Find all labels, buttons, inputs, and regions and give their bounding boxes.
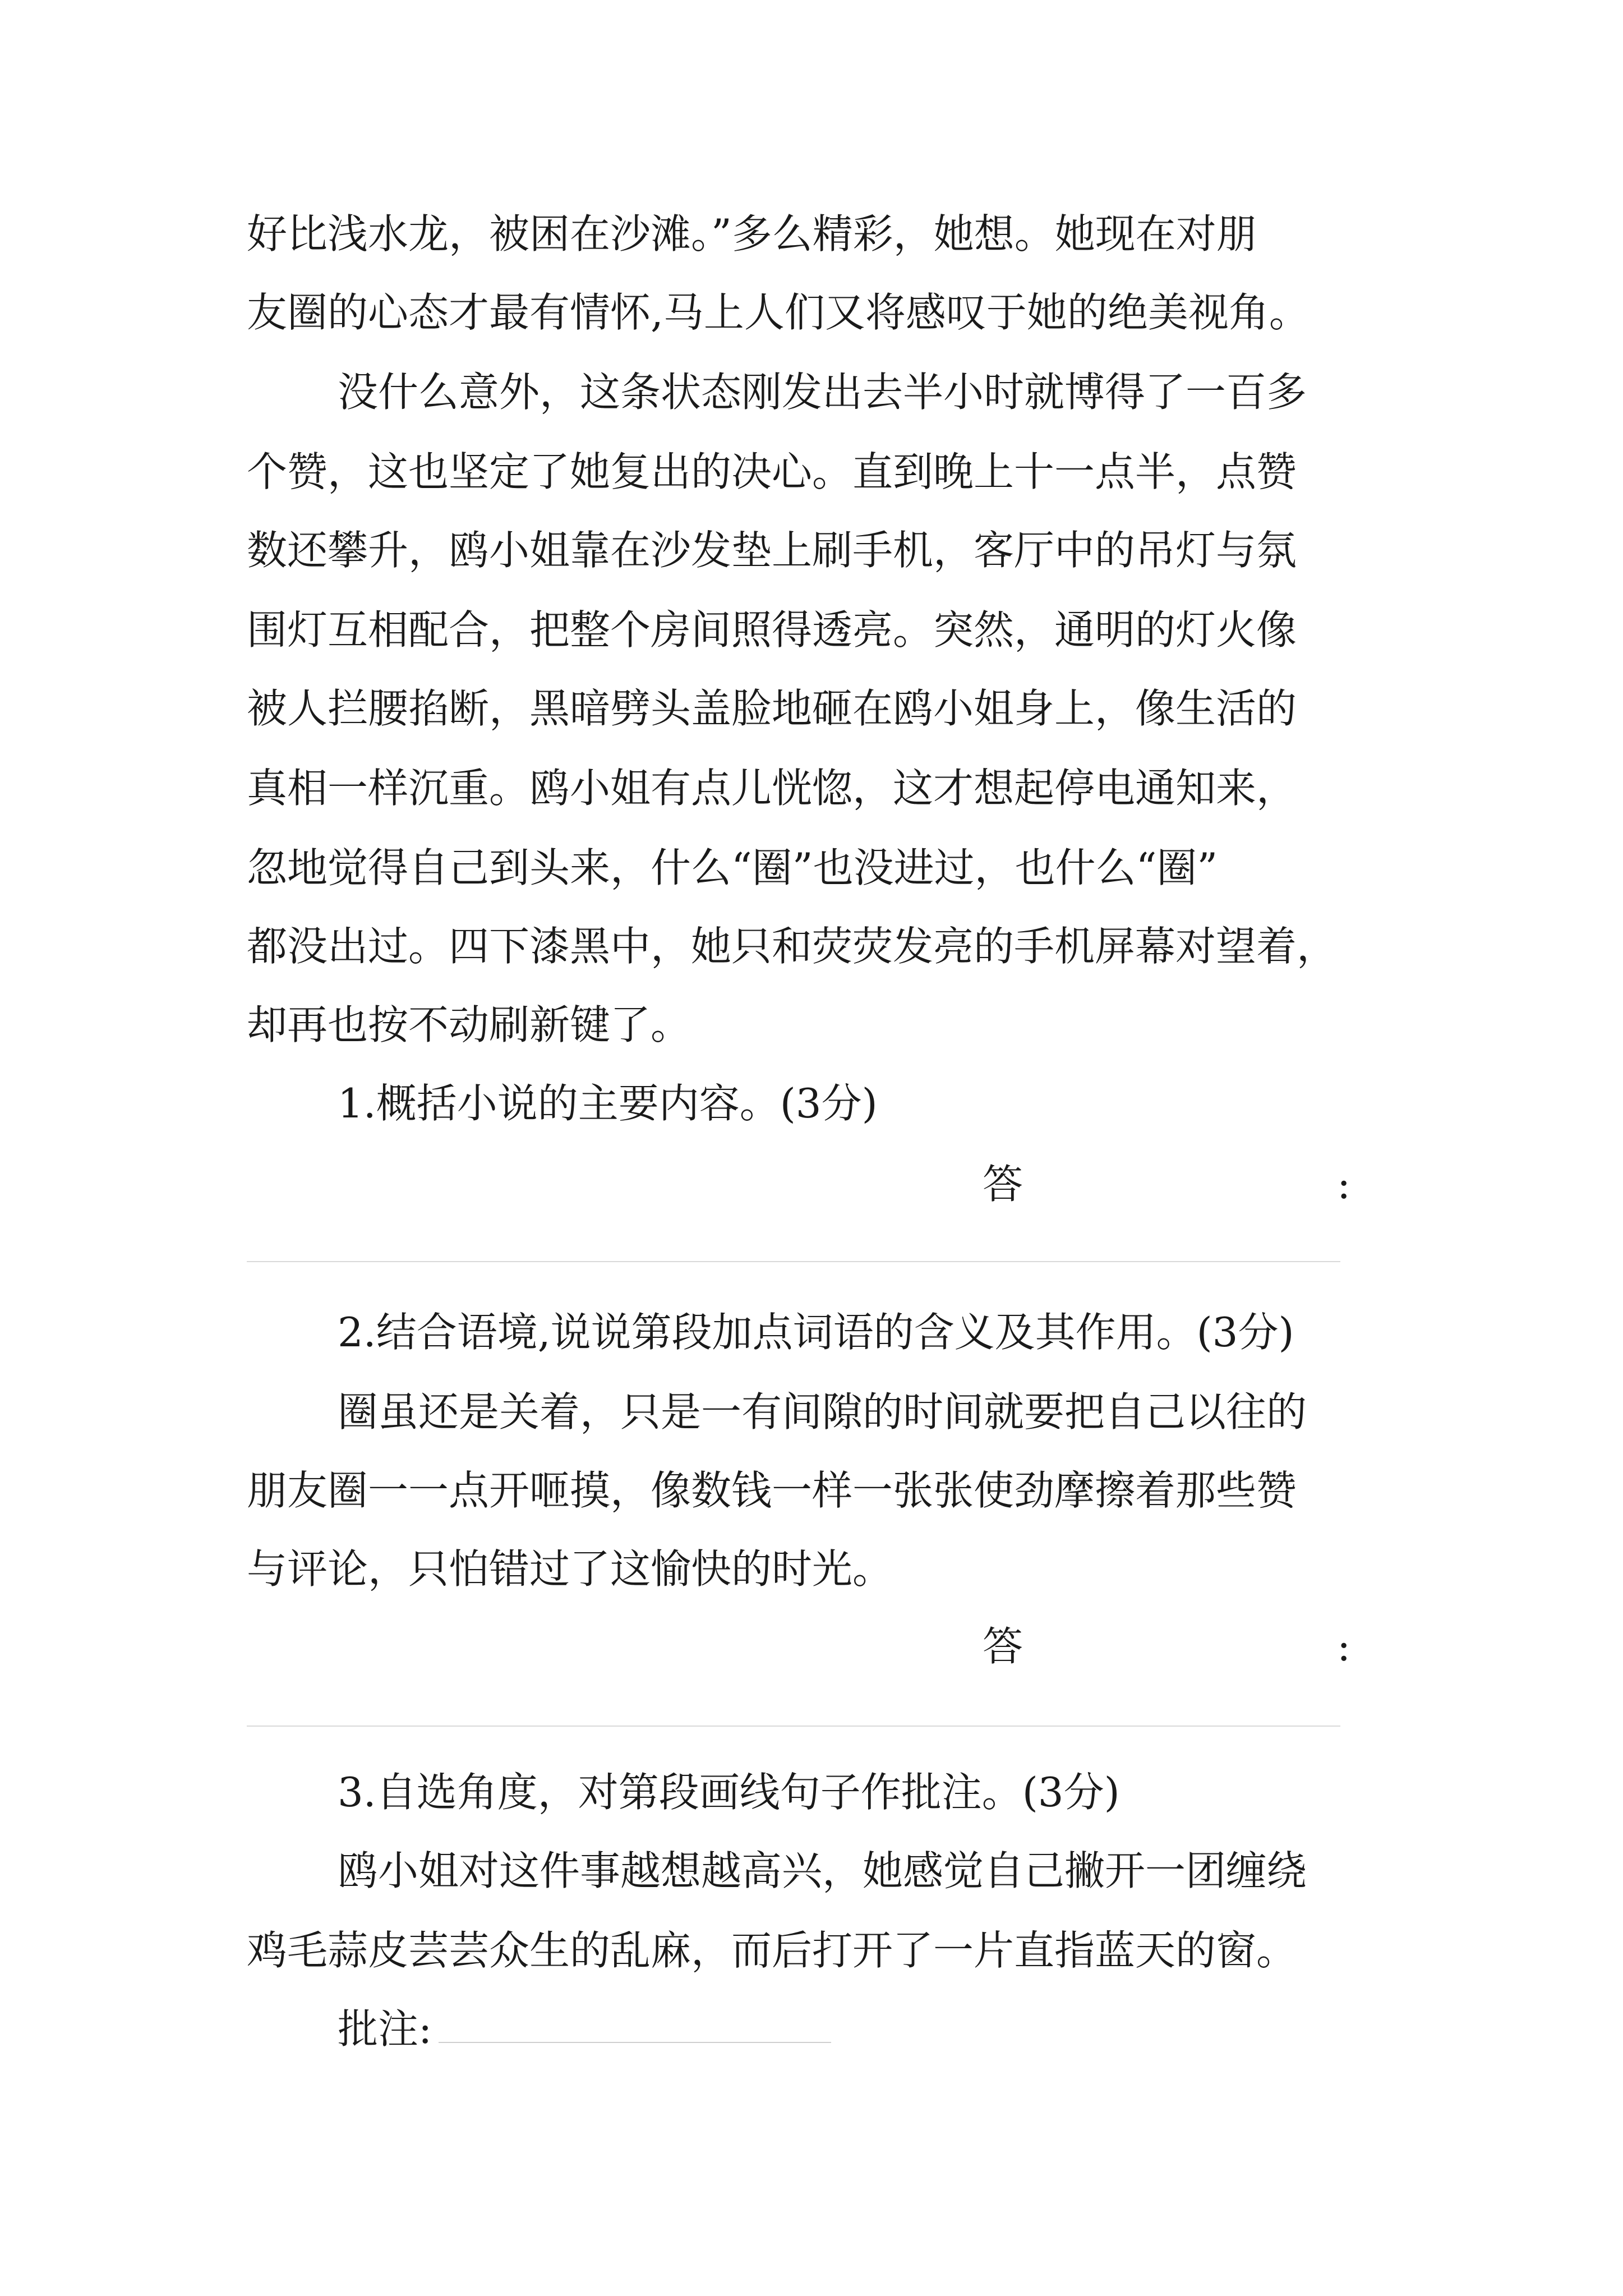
question-3-excerpt-line-2: 鸡毛蒜皮芸芸众生的乱麻，而后打开了一片直指蓝天的窗。 [247,1927,1297,1974]
question-1-answer-label: 答 [983,1161,1023,1208]
passage-line-11: 却再也按不动刷新键了。 [247,1001,691,1048]
passage-line-3: 没什么意外，这条状态刚发出去半小时就博得了一百多 [338,369,1307,416]
question-1-answer-colon: : [1337,1161,1351,1208]
question-3-annotation-blank[interactable] [439,2042,831,2043]
question-2-excerpt-line-2: 朋友圈一一点开咂摸，像数钱一样一张张使劲摩擦着那些赞 [247,1467,1297,1514]
passage-line-1: 好比浅水龙，被困在沙滩。”多么精彩，她想。她现在对朋 [247,210,1257,257]
passage-line-2: 友圈的心态才最有情怀,马上人们又将感叹于她的绝美视角。 [247,289,1310,336]
passage-line-7: 被人拦腰掐断，黑暗劈头盖脸地砸在鸥小姐身上，像生活的 [247,685,1297,732]
question-2-prompt: 2.结合语境,说说第段加点词语的含义及其作用。(3分) [338,1309,1294,1356]
passage-line-10: 都没出过。四下漆黑中，她只和荧荧发亮的手机屏幕对望着， [247,923,1338,970]
passage-line-4: 个赞，这也坚定了她复出的决心。直到晚上十一点半，点赞 [247,448,1297,495]
question-2-excerpt-line-3: 与评论，只怕错过了这愉快的时光。 [247,1545,893,1593]
passage-line-9: 忽地觉得自己到头来，什么“圈”也没进过，也什么“圈” [247,844,1218,891]
question-2-answer-line[interactable] [247,1726,1340,1727]
question-2-answer-label: 答 [983,1623,1023,1670]
question-3-annotation-row [338,2004,831,2054]
question-1-answer-line[interactable] [247,1261,1340,1262]
question-2-excerpt-line-1: 圈虽还是关着，只是一有间隙的时间就要把自己以往的 [338,1388,1307,1435]
passage-line-5: 数还攀升，鸥小姐靠在沙发垫上刷手机，客厅中的吊灯与氛 [247,527,1297,574]
question-3-excerpt-line-1: 鸥小姐对这件事越想越高兴，她感觉自己撇开一团缠绕 [338,1847,1307,1894]
question-3-annotation-label: 批注: [338,2005,432,2053]
question-1-prompt: 1.概括小说的主要内容。(3分) [338,1080,878,1127]
passage-line-8: 真相一样沉重。鸥小姐有点儿恍惚，这才想起停电通知来， [247,765,1297,812]
question-2-answer-colon: : [1337,1623,1351,1670]
question-3-prompt: 3.自选角度，对第段画线句子作批注。(3分) [338,1769,1120,1816]
passage-line-6: 围灯互相配合，把整个房间照得透亮。突然，通明的灯火像 [247,606,1297,654]
